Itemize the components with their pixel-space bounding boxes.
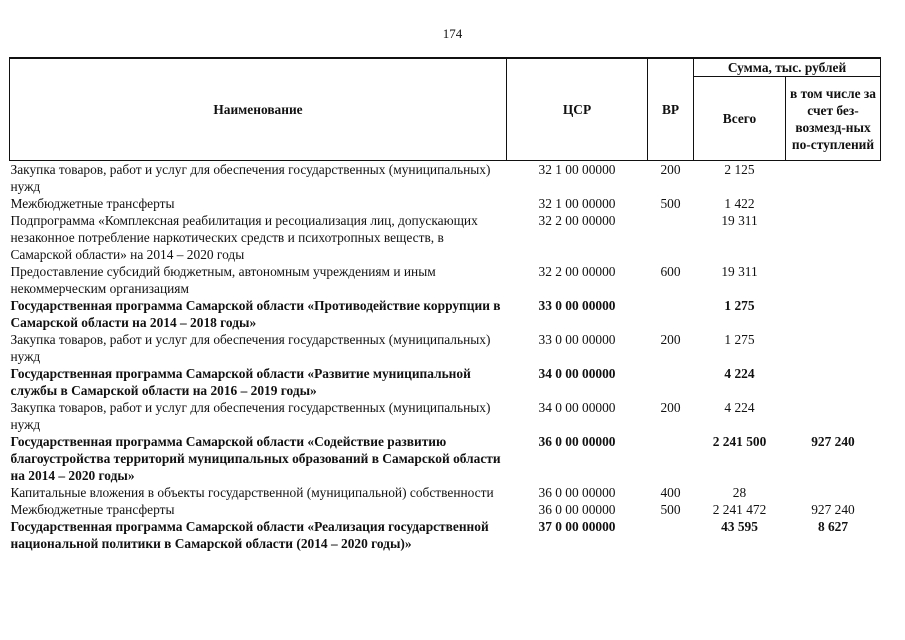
row-total: 1 275 (724, 298, 755, 313)
row-total: 19 311 (721, 213, 758, 228)
header-free: в том числе за счет без-возмезд-ных по-ступлений (786, 77, 881, 161)
row-total: 43 595 (721, 519, 758, 534)
row-vr: 500 (660, 502, 681, 517)
row-free: 8 627 (817, 519, 849, 534)
header-name: Наименование (10, 58, 507, 161)
row-free (786, 161, 881, 196)
row-csr: 36 0 00 00000 (538, 434, 616, 449)
table-row (10, 212, 881, 263)
row-csr: 32 1 00 00000 (538, 162, 616, 177)
row-name: Государственная программа Самарской области «Развитие муниципальной службы в Самарской области на 2016 – 2019 годы» (10, 366, 471, 398)
table-row (10, 484, 881, 501)
table-body (10, 161, 881, 553)
header-csr: ЦСР (507, 58, 648, 161)
row-vr: 400 (660, 485, 681, 500)
row-name: Государственная программа Самарской области «Реализация государственной национальной политики в Самарской области (2014 – 2020 годы)» (10, 519, 489, 551)
row-name: Капитальные вложения в объекты государственной (муниципальной) собственности (10, 485, 494, 500)
row-free (786, 212, 881, 263)
row-free (786, 331, 881, 365)
row-vr (648, 365, 694, 399)
row-total: 2 241 500 (712, 434, 767, 449)
row-name: Государственная программа Самарской области «Противодействие коррупции в Самарской области на 2014 – 2018 годы» (10, 298, 501, 330)
row-total: 1 422 (724, 196, 755, 211)
row-name: Закупка товаров, работ и услуг для обеспечения государственных (муниципальных) нужд (10, 332, 491, 364)
row-total: 28 (732, 485, 747, 500)
row-csr: 36 0 00 00000 (538, 502, 616, 517)
budget-table (9, 57, 881, 552)
row-total: 2 241 472 (712, 502, 767, 517)
header-sum: Сумма, тыс. рублей (694, 58, 881, 77)
row-name: Предоставление субсидий бюджетным, автономным учреждениям и иным некоммерческим организациям (10, 264, 436, 296)
row-csr: 32 2 00 00000 (538, 264, 616, 279)
header-total: Всего (694, 77, 786, 161)
table-row-program (10, 518, 881, 552)
row-vr (648, 297, 694, 331)
row-free (786, 263, 881, 297)
row-vr: 200 (660, 162, 681, 177)
row-free: 927 240 (811, 502, 855, 517)
row-csr: 34 0 00 00000 (538, 366, 616, 381)
table-header (10, 58, 881, 161)
row-vr (648, 518, 694, 552)
row-csr: 33 0 00 00000 (538, 332, 616, 347)
row-vr: 200 (660, 332, 681, 347)
row-vr (648, 212, 694, 263)
row-name: Межбюджетные трансферты (10, 196, 175, 211)
table-row-program (10, 433, 881, 484)
table-row (10, 501, 881, 518)
row-total: 19 311 (721, 264, 758, 279)
row-vr: 200 (660, 400, 681, 415)
row-free (786, 484, 881, 501)
row-vr (648, 433, 694, 484)
row-total: 1 275 (724, 332, 755, 347)
row-name: Подпрограмма «Комплексная реабилитация и ресоциализация лиц, допускающих незаконное потребление наркотических средств и психотропных веществ, в Самарской области» на 2014 – 2020 годы (10, 213, 478, 262)
row-free: 927 240 (811, 434, 855, 449)
row-csr: 34 0 00 00000 (538, 400, 616, 415)
row-csr: 36 0 00 00000 (538, 485, 616, 500)
row-total: 4 224 (724, 400, 755, 415)
row-csr: 32 2 00 00000 (538, 213, 616, 228)
table-row (10, 195, 881, 212)
table-row (10, 399, 881, 433)
row-name: Межбюджетные трансферты (10, 502, 175, 517)
row-name: Государственная программа Самарской области «Содействие развитию благоустройства территорий муниципальных образований в Самарской области на 2014 – 2020 годы» (10, 434, 501, 483)
row-free (786, 195, 881, 212)
table-row (10, 263, 881, 297)
row-total: 2 125 (724, 162, 755, 177)
table-row-program (10, 365, 881, 399)
header-vr: ВР (648, 58, 694, 161)
row-vr: 500 (660, 196, 681, 211)
table-row (10, 331, 881, 365)
row-name: Закупка товаров, работ и услуг для обеспечения государственных (муниципальных) нужд (10, 162, 491, 194)
table-row (10, 161, 881, 196)
row-csr: 33 0 00 00000 (538, 298, 616, 313)
row-free (786, 297, 881, 331)
row-csr: 32 1 00 00000 (538, 196, 616, 211)
page-number: 174 (442, 26, 463, 41)
row-free (786, 399, 881, 433)
row-vr: 600 (660, 264, 681, 279)
table-row-program (10, 297, 881, 331)
row-csr: 37 0 00 00000 (538, 519, 616, 534)
row-name: Закупка товаров, работ и услуг для обеспечения государственных (муниципальных) нужд (10, 400, 491, 432)
row-free (786, 365, 881, 399)
row-total: 4 224 (724, 366, 755, 381)
